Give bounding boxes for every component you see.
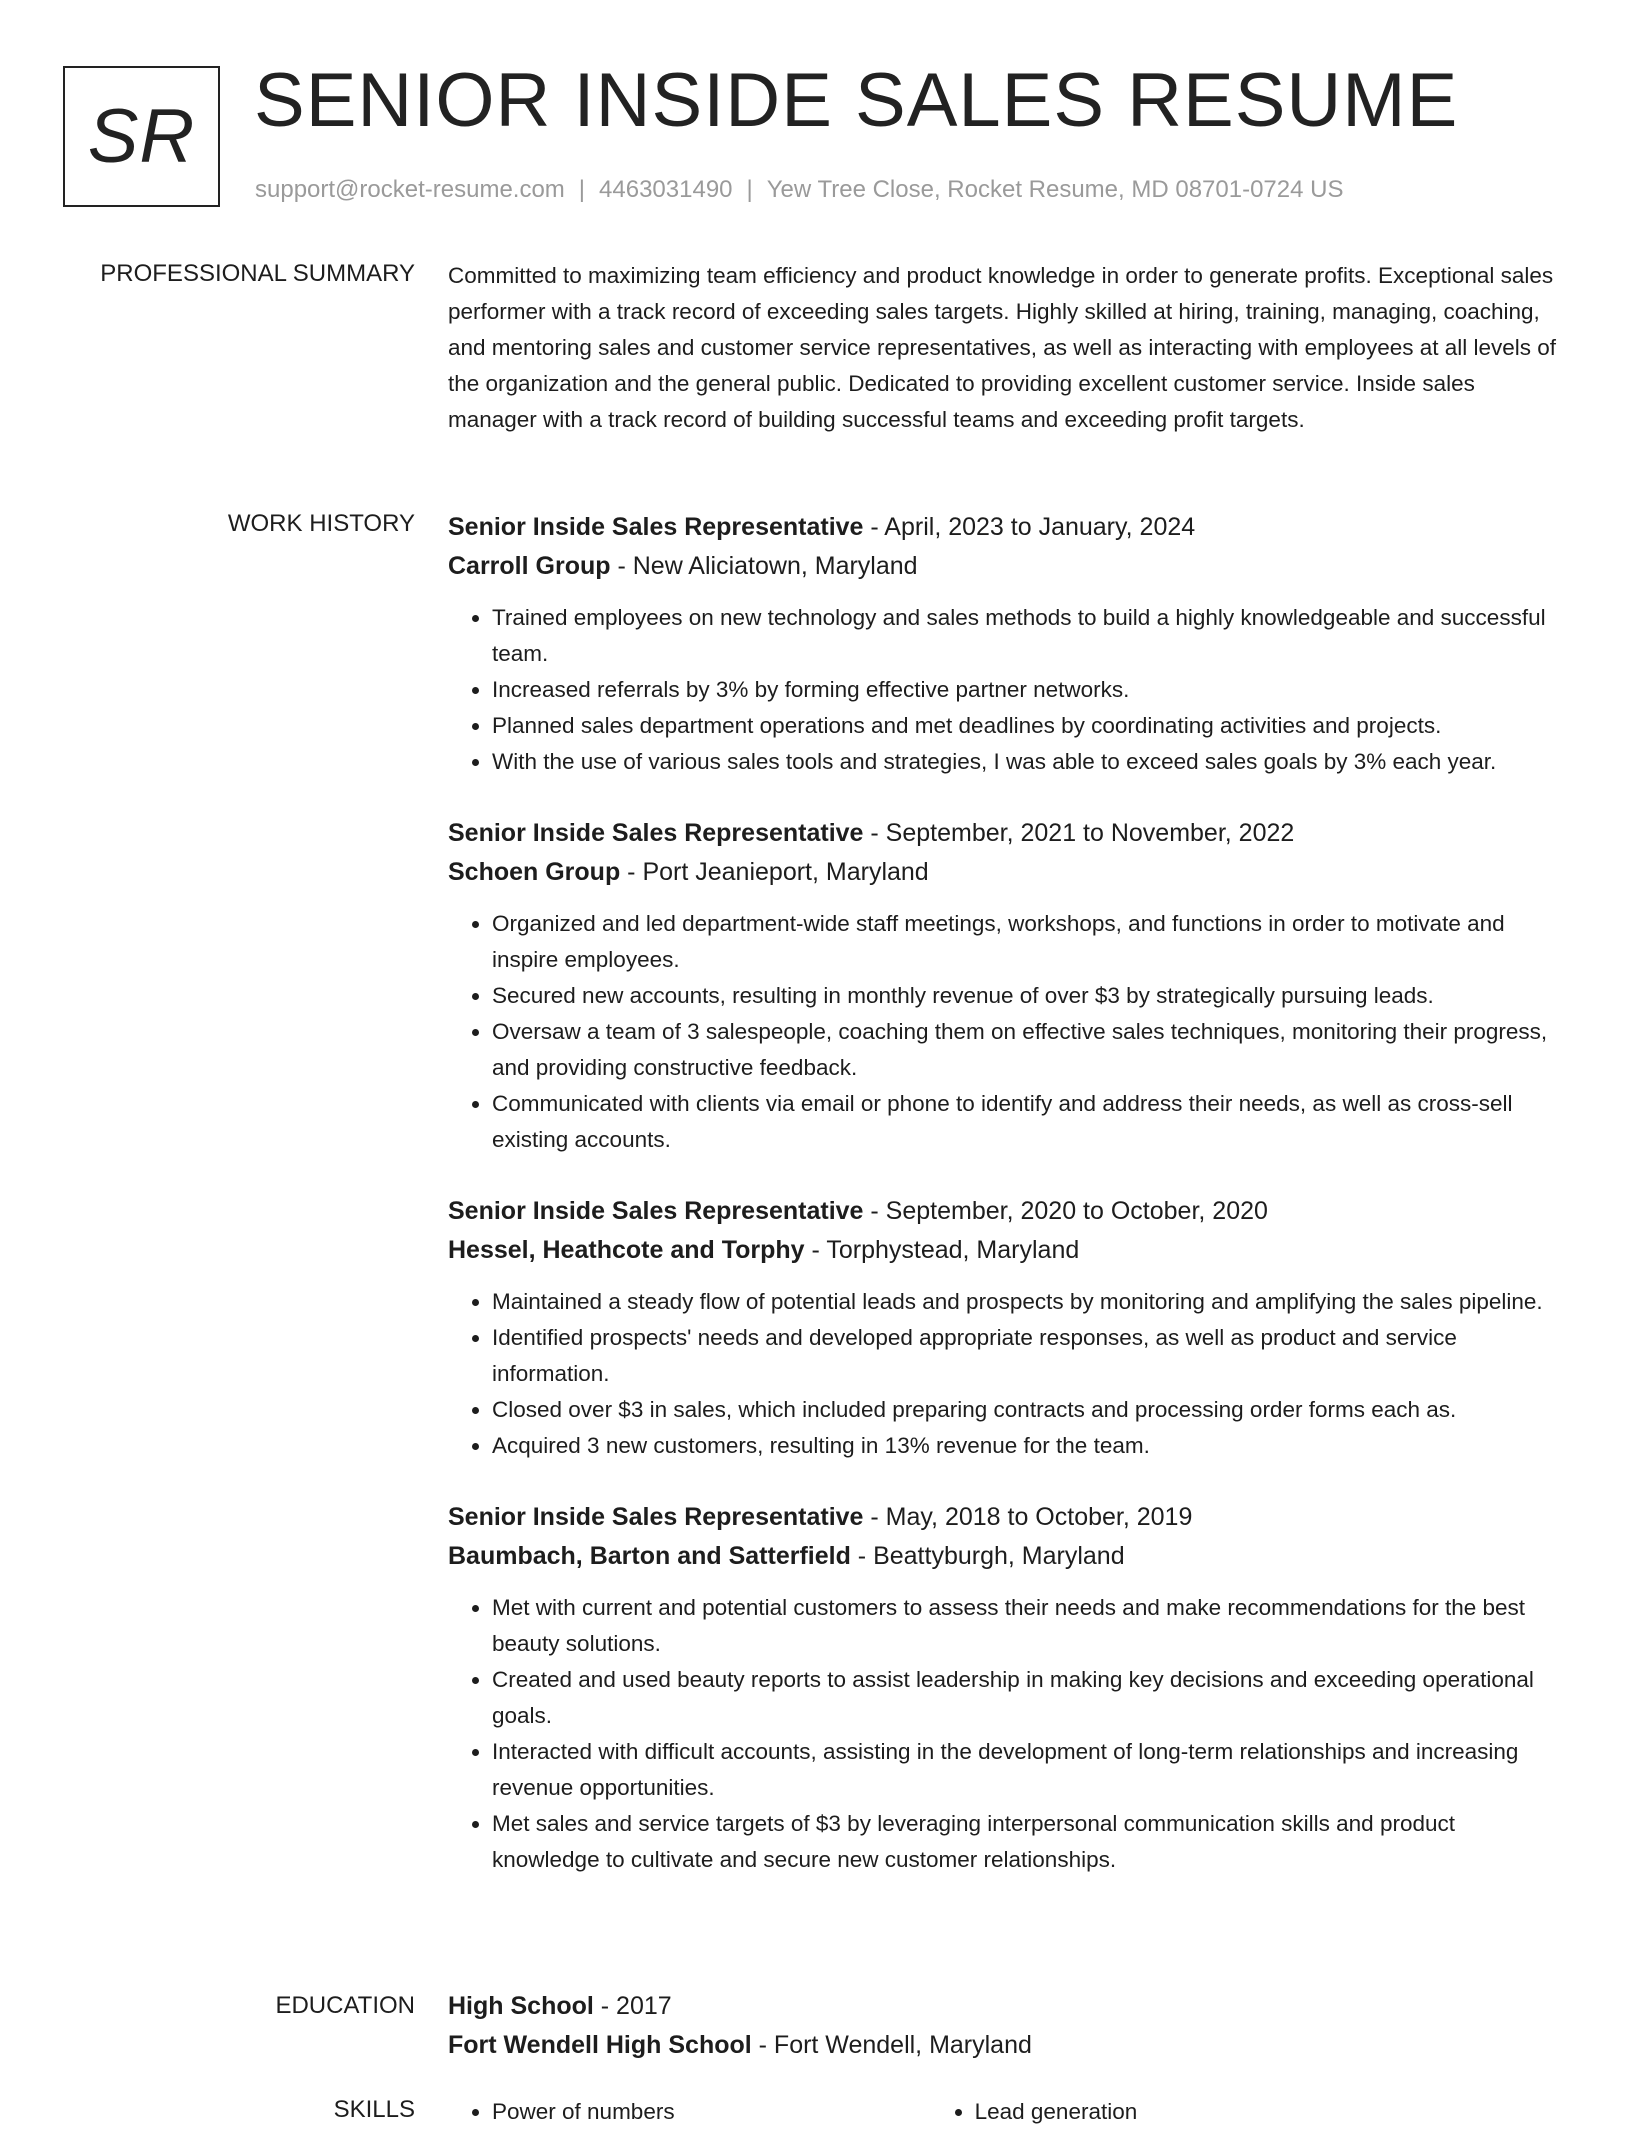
job-location: - Torphystead, Maryland [804, 1236, 1080, 1264]
job-bullet: • Interacted with difficult accounts, assisting in the development of long-term relationships and increasing revenue opportunities. [492, 1734, 1566, 1806]
education-location: - Fort Wendell, Maryland [751, 2031, 1032, 2059]
job-company: Baumbach, Barton and Satterfield [448, 1542, 851, 1570]
education-school: Fort Wendell High School [448, 2031, 752, 2059]
job-bullets [448, 1590, 1566, 1878]
job-bullet: • Planned sales department operations and met deadlines by coordinating activities and projects. [492, 708, 1566, 744]
skills-heading: SKILLS [333, 2096, 415, 2123]
contact-separator: | [746, 176, 753, 203]
job-entry [448, 508, 1566, 780]
job-bullet: • Increased referrals by 3% by forming effective partner networks. [492, 672, 1566, 708]
job-bullet: • Maintained a steady flow of potential leads and prospects by monitoring and amplifying the sales pipeline. [492, 1284, 1566, 1320]
job-dates: - April, 2023 to January, 2024 [863, 513, 1196, 541]
job-company-line [448, 853, 1566, 892]
job-entry [448, 1498, 1566, 1878]
education-year: - 2017 [593, 1992, 672, 2020]
job-bullet: • Created and used beauty reports to assist leadership in making key decisions and exceeding operational goals. [492, 1662, 1566, 1734]
job-bullets [448, 600, 1566, 780]
job-bullet: • Organized and led department-wide staff meetings, workshops, and functions in order to motivate and inspire employees. [492, 906, 1566, 978]
job-bullet: • With the use of various sales tools and strategies, I was able to exceed sales goals by 3% each year. [492, 744, 1566, 780]
job-company-line [448, 1231, 1566, 1270]
job-bullet: • Acquired 3 new customers, resulting in 13% revenue for the team. [492, 1428, 1566, 1464]
education-school-line [448, 2026, 1566, 2065]
job-company-line [448, 547, 1566, 586]
job-title-line [448, 1498, 1566, 1537]
contact-address: Yew Tree Close, Rocket Resume, MD 08701-0724 US [766, 176, 1344, 203]
work-history-heading: WORK HISTORY [227, 510, 415, 537]
job-entry [448, 814, 1566, 1158]
job-dates: - May, 2018 to October, 2019 [863, 1503, 1193, 1531]
job-location: - Beattyburgh, Maryland [850, 1542, 1125, 1570]
contact-phone: 4463031490 [599, 176, 733, 203]
job-company: Schoen Group [448, 858, 621, 886]
skill-item: • Lead generation [975, 2094, 1138, 2130]
monogram-box [63, 66, 220, 207]
summary-text: Committed to maximizing team efficiency and product knowledge in order to generate profits. Exceptional sales performer with a track record of exceeding sales targets. Highly skilled at hiring, training, managing, coaching, and mentoring sales and customer service representatives, as well as interacting with employees at all levels of the organization and the general public. Dedicated to providing excellent customer service. Inside sales manager with a track record of building successful teams and exceeding profit targets. [448, 263, 1557, 432]
job-title-line [448, 814, 1566, 853]
job-dates: - September, 2021 to November, 2022 [863, 819, 1295, 847]
job-bullet: • Trained employees on new technology and sales methods to build a highly knowledgeable and successful team. [492, 600, 1566, 672]
job-title: Senior Inside Sales Representative [448, 1503, 864, 1531]
job-bullets [448, 906, 1566, 1158]
job-bullet: • Met with current and potential customers to assess their needs and make recommendations for the best beauty solutions. [492, 1590, 1566, 1662]
job-title: Senior Inside Sales Representative [448, 1197, 864, 1225]
job-location: - New Aliciatown, Maryland [610, 552, 918, 580]
resume-title: SENIOR INSIDE SALES RESUME [254, 58, 1459, 143]
job-location: - Port Jeanieport, Maryland [620, 858, 929, 886]
skills-list [448, 2094, 1566, 2130]
job-entry [448, 1192, 1566, 1464]
education-degree-line [448, 1987, 1566, 2026]
job-bullet: • Met sales and service targets of $3 by leveraging interpersonal communication skills and product knowledge to cultivate and secure new customer relationships. [492, 1806, 1566, 1878]
job-bullet: • Communicated with clients via email or phone to identify and address their needs, as well as cross-sell existing accounts. [492, 1086, 1566, 1158]
job-bullet: • Closed over $3 in sales, which included preparing contracts and processing order forms each as. [492, 1392, 1566, 1428]
contact-line [255, 174, 1343, 206]
job-company: Hessel, Heathcote and Torphy [448, 1236, 805, 1264]
job-dates: - September, 2020 to October, 2020 [863, 1197, 1268, 1225]
summary-heading: PROFESSIONAL SUMMARY [100, 260, 415, 287]
education-heading: EDUCATION [275, 1992, 415, 2019]
job-title-line [448, 1192, 1566, 1231]
job-title: Senior Inside Sales Representative [448, 819, 864, 847]
monogram-initials: SR [87, 94, 196, 179]
job-company-line [448, 1537, 1566, 1576]
job-bullet: • Identified prospects' needs and developed appropriate responses, as well as product and service information. [492, 1320, 1566, 1392]
job-bullets [448, 1284, 1566, 1464]
contact-email: support@rocket-resume.com [255, 176, 565, 203]
education-degree: High School [448, 1992, 594, 2020]
job-title: Senior Inside Sales Representative [448, 513, 864, 541]
job-bullet: • Oversaw a team of 3 salespeople, coaching them on effective sales techniques, monitoring their progress, and providing constructive feedback. [492, 1014, 1566, 1086]
job-title-line [448, 508, 1566, 547]
job-bullet: • Secured new accounts, resulting in monthly revenue of over $3 by strategically pursuing leads. [492, 978, 1566, 1014]
contact-separator: | [578, 176, 586, 203]
skill-item: • Power of numbers [492, 2094, 675, 2130]
job-company: Carroll Group [448, 552, 611, 580]
